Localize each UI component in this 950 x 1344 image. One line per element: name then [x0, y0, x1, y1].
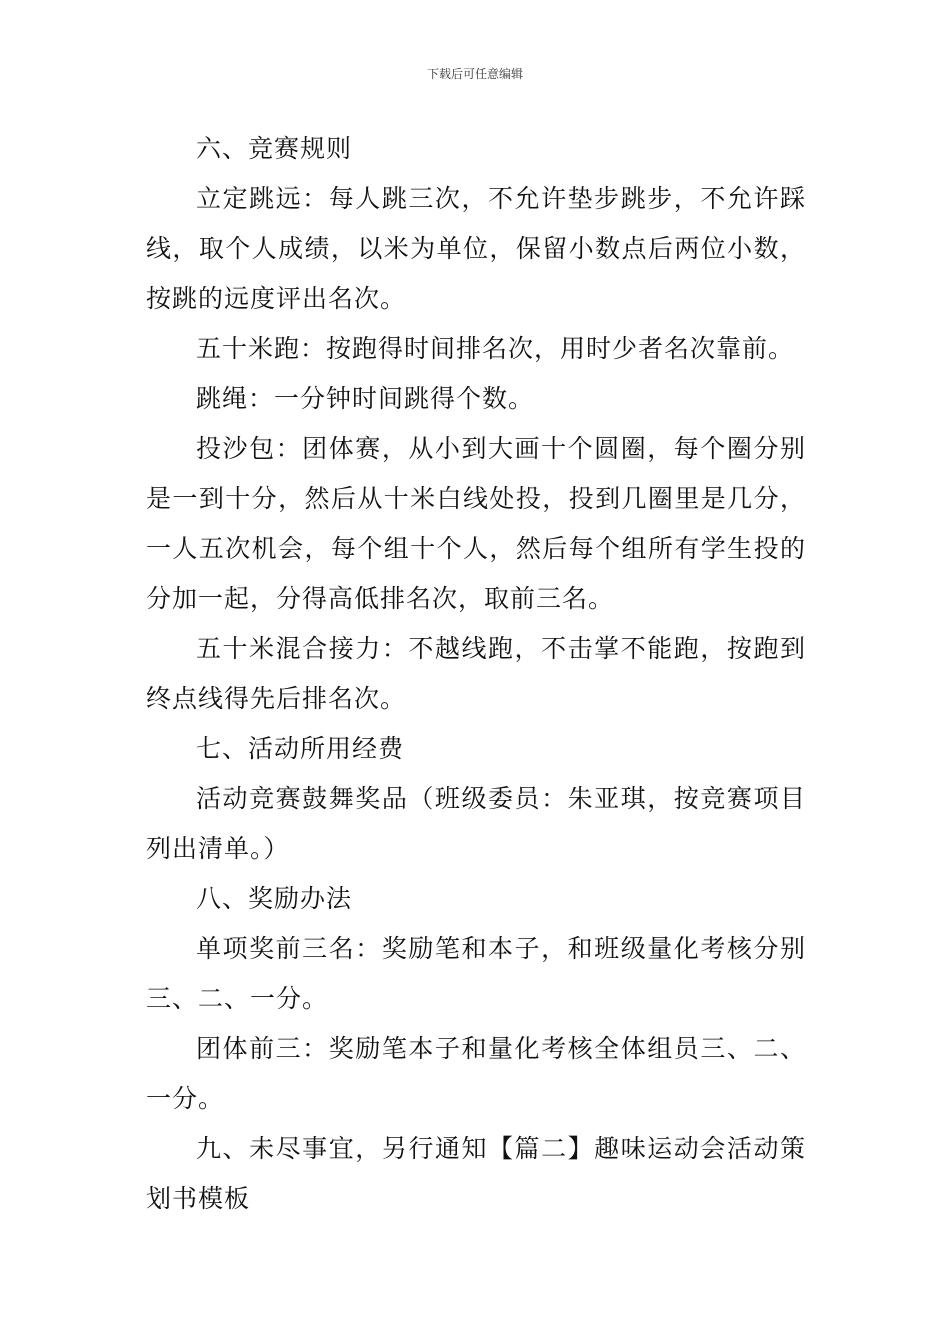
funding-prizes: 活动竞赛鼓舞奖品（班级委员：朱亚琪，按竞赛项目列出清单。）: [146, 784, 806, 863]
reward-individual: 单项奖前三名：奖励笔和本子，和班级量化考核分别三、二、一分。: [146, 934, 806, 1013]
rule-fifty-meter-run: 五十米跑：按跑得时间排名次，用时少者名次靠前。: [196, 334, 795, 363]
rule-jump-rope: 跳绳：一分钟时间跳得个数。: [196, 384, 535, 413]
rule-sandbag-throw: 投沙包：团体赛，从小到大画十个圆圈，每个圈分别是一到十分，然后从十米白线处投，投到几圈里是几分，一人五次机会，每个组十个人，然后每个组所有学生投的分加一起，分得高低排名次，取前三名。: [146, 434, 806, 613]
section-heading-rewards: 八、奖励办法: [196, 884, 353, 913]
reward-team: 团体前三：奖励笔本子和量化考核全体组员三、二、一分。: [146, 1034, 806, 1113]
rule-standing-long-jump: 立定跳远：每人跳三次，不允许垫步跳步，不允许踩线，取个人成绩，以米为单位，保留小数点后两位小数，按跳的远度评出名次。: [146, 184, 806, 313]
rule-fifty-meter-relay: 五十米混合接力：不越线跑，不击掌不能跑，按跑到终点线得先后排名次。: [146, 634, 806, 713]
section-heading-misc: 九、未尽事宜，另行通知【篇二】趣味运动会活动策划书模板: [146, 1134, 806, 1213]
section-heading-funding: 七、活动所用经费: [196, 734, 405, 763]
document-body: [146, 124, 806, 1224]
page-header: 下载后可任意编辑: [426, 67, 523, 81]
section-heading-rules: 六、竞赛规则: [196, 134, 353, 163]
